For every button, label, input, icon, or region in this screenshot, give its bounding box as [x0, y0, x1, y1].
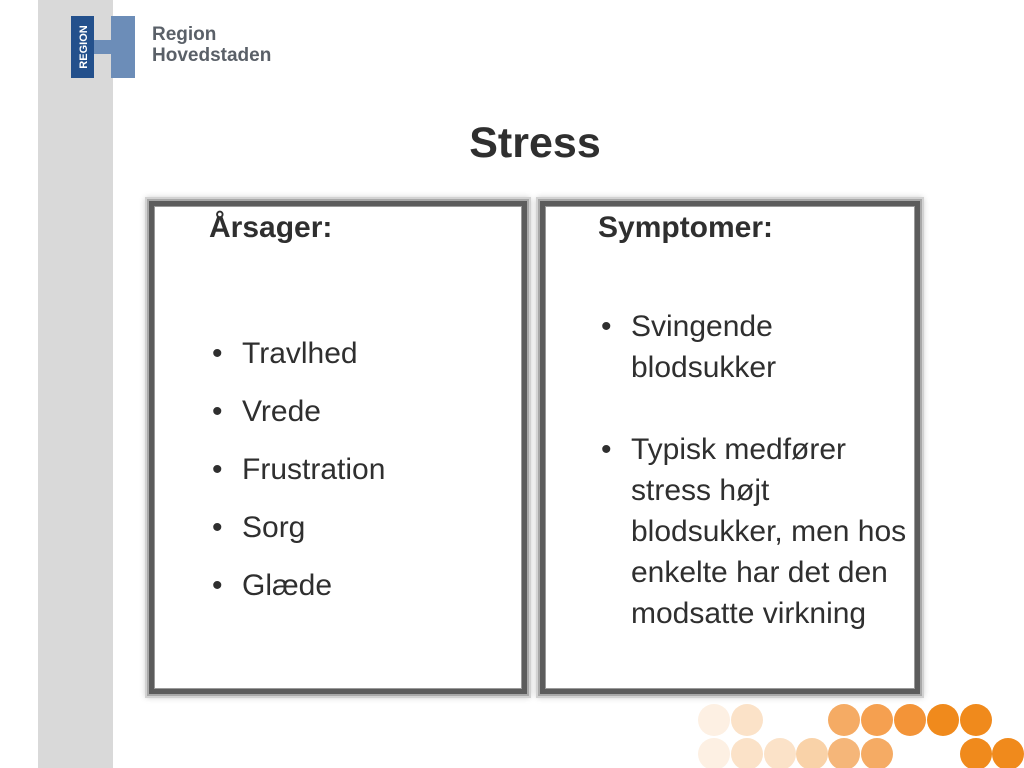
- region-hovedstaden-logo: [71, 16, 281, 78]
- symptoms-box: [540, 201, 920, 694]
- list-item-text: Typisk medfører stress højt blodsukker, men hos enkelte har det den modsatte virkning: [631, 433, 907, 630]
- slide-title: Stress: [469, 119, 601, 167]
- list-item-text: Svingende blodsukker: [631, 310, 777, 384]
- causes-heading: Årsager:: [209, 211, 333, 244]
- bullet-dot: •: [212, 337, 223, 370]
- list-item-text: Vrede: [242, 395, 321, 428]
- list-item-text: Glæde: [242, 569, 333, 602]
- logo-mark-text: REGION: [78, 25, 90, 69]
- decor-dot: [992, 738, 1024, 768]
- decor-dot: [731, 738, 763, 768]
- decor-dot: [698, 704, 730, 736]
- bullet-dot: •: [212, 395, 223, 428]
- list-item: [209, 499, 385, 557]
- symptoms-heading: Symptomer:: [598, 211, 774, 244]
- logo-wordmark: [152, 24, 271, 66]
- decor-dot: [828, 704, 860, 736]
- list-item: [209, 557, 385, 615]
- decor-dot: [764, 738, 796, 768]
- left-gray-band: [38, 0, 113, 768]
- causes-box: [149, 201, 527, 694]
- decor-dot: [861, 738, 893, 768]
- bullet-dot: •: [212, 453, 223, 486]
- decorative-dots: [690, 700, 1024, 768]
- logo-line-2: Hovedstaden: [152, 45, 272, 66]
- list-item-text: Travlhed: [242, 337, 358, 370]
- list-item: [598, 306, 918, 388]
- decor-dot: [796, 738, 828, 768]
- logo-line-1: Region: [152, 24, 217, 45]
- bullet-dot: •: [212, 511, 223, 544]
- region-h-logo-mark: [71, 16, 135, 78]
- list-item: [598, 429, 918, 634]
- bullet-dot: •: [601, 433, 612, 466]
- bullet-dot: •: [212, 569, 223, 602]
- decor-dot: [861, 704, 893, 736]
- decor-dot: [828, 738, 860, 768]
- decor-dot: [894, 704, 926, 736]
- list-item: [209, 325, 385, 383]
- list-item: [209, 383, 385, 441]
- list-item-text: Frustration: [242, 453, 386, 486]
- list-item-text: Sorg: [242, 511, 306, 544]
- decor-dot: [698, 738, 730, 768]
- decor-dot: [960, 738, 992, 768]
- decor-dot: [731, 704, 763, 736]
- list-item: [209, 441, 385, 499]
- symptoms-list: [598, 306, 918, 634]
- decor-dot: [927, 704, 959, 736]
- decor-dot: [960, 704, 992, 736]
- causes-list: [209, 325, 385, 615]
- bullet-dot: •: [601, 310, 612, 343]
